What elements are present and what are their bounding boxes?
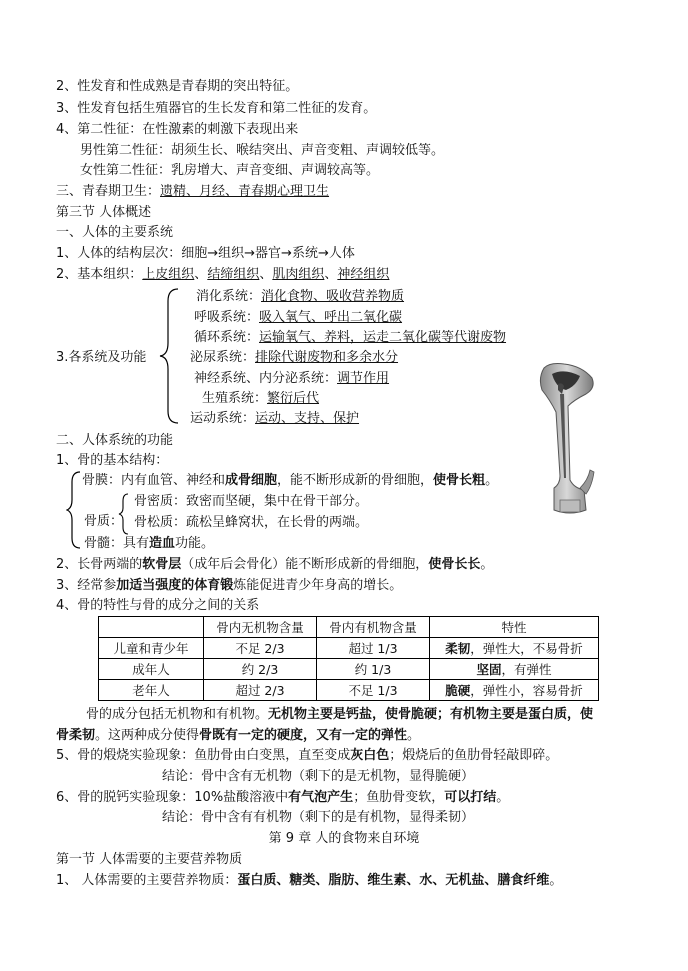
heading: 一、人体的主要系统 [56,225,174,240]
system-row [194,329,506,347]
text-line: 骨密质：致密而坚硬，集中在骨干部分。 [134,494,369,509]
system-name: 呼吸系统： [194,310,260,325]
separator: 、 [194,267,208,282]
bone-composition-table [98,616,599,701]
marrow-text: 骨髓：具有 [84,536,150,551]
table-cell [430,680,599,701]
system-name: 生殖系统： [202,391,268,406]
text-line: 男性第二性征：胡须生长、喉结突出、声音变粗、声调较低等。 [80,143,445,158]
table-row [99,638,599,659]
punct: 。 [549,873,563,888]
text-line: 骨质： [84,514,124,529]
thicken-term: 使骨长粗 [433,473,486,488]
femur-bone-section-illustration [530,360,610,520]
text-line: 骨松质：疏松呈蜂窝状，在长骨的两端。 [134,515,369,530]
system-name: 神经系统、内分泌系统： [194,371,338,386]
exercise-term: 加适当强度的体育锻 [116,578,234,593]
text-line [84,535,214,553]
system-name: 循环系统： [194,330,260,345]
text-line [56,577,402,595]
trait-text: ，弹性小，容易骨折 [470,683,583,698]
text-line [56,183,329,201]
tissue: 肌肉组织 [272,267,325,282]
system-name: 消化系统： [196,289,262,304]
system-function: 调节作用 [337,371,390,386]
table-row [99,659,599,680]
text-line: 3、性发育包括生殖器官的生长发育和第二性征的发育。 [56,101,377,116]
cartilage-text: 2、长骨两端的 [56,557,143,572]
system-name: 泌尿系统： [190,350,256,365]
periosteum-text: ，能不断形成新的骨细胞， [277,473,434,488]
text-line: 结论：骨中含有有机物（剩下的是有机物，显得柔韧） [162,810,475,825]
heading: 二、人体系统的功能 [56,433,174,448]
section-title: 第三节 人体概述 [56,205,152,220]
hematopoiesis-term: 造血 [149,536,176,551]
acid-text: 6、骨的脱钙实验现象：10%盐酸溶液中 [56,790,289,805]
big-brace [158,287,180,425]
acid-term: 有气泡产生 [288,790,354,805]
marrow-text: 功能。 [175,536,215,551]
system-function: 吸入氧气、呼出二氧化碳 [259,310,403,325]
tissue: 神经组织 [337,267,390,282]
cartilage-term: 软骨层 [142,557,182,572]
trait-text: ，弹性大，不易骨折 [470,641,583,656]
lengthen-term: 使骨长长 [428,557,481,572]
system-function: 消化食物、吸收营养物质 [261,289,405,304]
system-name: 运动系统： [190,411,256,426]
bone-structure-brace [66,470,82,550]
trait-text: ，有弹性 [501,662,552,677]
text-line [56,556,493,574]
tissues-label: 2、基本组织： [56,267,143,282]
text-line [56,789,509,807]
system-function: 繁衍后代 [267,391,320,406]
text-line [56,266,389,284]
exercise-text: 3、经常参 [56,578,117,593]
text-line: 4、第二性征：在性激素的刺激下表现出来 [56,122,299,137]
system-function: 运输氧气、养料，运走二氧化碳等代谢废物 [259,330,507,345]
table-cell: 约 1/3 [317,659,430,680]
tissue: 结缔组织 [207,267,260,282]
hygiene-label: 三、青春期卫生： [56,184,161,199]
table-header [99,617,204,638]
text-line: 2、性发育和性成熟是青春期的突出特征。 [56,79,299,94]
punct: 。 [485,473,499,488]
table-cell [430,659,599,680]
cartilage-text: （成年后会骨化）能不断形成新的骨细胞， [181,557,429,572]
separator: 、 [259,267,273,282]
burn-term: 灰白色 [350,748,390,763]
table-cell: 成年人 [99,659,204,680]
table-header: 骨内无机物含量 [204,617,317,638]
text-line: 女性第二性征：乳房增大、声音变细、声调较高等。 [80,163,380,178]
system-row [196,288,404,306]
table-cell: 超过 1/3 [317,638,430,659]
text-line: 1、骨的基本结构： [56,453,169,468]
exercise-text: 炼能促进青少年身高的增长。 [233,578,403,593]
chapter-title: 第 9 章 人的食物来自环境 [268,831,420,846]
periosteum-text: 骨膜：内有血管、神经和 [82,473,226,488]
system-function: 排除代谢废物和多余水分 [255,350,399,365]
text-line: 4、骨的特性与骨的成分之间的关系 [56,598,260,613]
trait-keyword: 柔韧 [445,641,471,656]
separator: 、 [324,267,338,282]
composition-text: 。这两种成分使得 [95,728,200,743]
system-function: 运动、支持、保护 [255,411,360,426]
system-row [190,349,398,367]
table-cell: 约 2/3 [204,659,317,680]
text-line: 结论：骨中含有无机物（剩下的是无机物，显得脆硬） [162,769,475,784]
osteoblast-term: 成骨细胞 [225,473,278,488]
burn-text: 5、骨的煅烧实验现象：鱼肋骨由白变黑，直至变成 [56,748,351,763]
punct: 。 [480,557,494,572]
punct: 。 [496,790,510,805]
table-row [99,680,599,701]
hygiene-value: 遗精、月经、青春期心理卫生 [160,184,330,199]
trait-keyword: 脆硬 [445,683,471,698]
table-cell: 不足 2/3 [204,638,317,659]
system-row [194,309,402,327]
acid-text: ；鱼肋骨变软， [353,790,445,805]
composition-emphasis: 骨柔韧 [56,728,96,743]
text-line [56,727,420,745]
systems-label: 3.各系统及功能 [56,350,147,365]
table-header: 骨内有机物含量 [317,617,430,638]
burn-text: ；煅烧后的鱼肋骨轻敲即碎。 [389,748,559,763]
text-line [86,706,593,724]
table-cell: 超过 2/3 [204,680,317,701]
system-row [202,390,319,408]
table-header-row [99,617,599,638]
table-cell: 不足 1/3 [317,680,430,701]
text-line [56,872,562,890]
nutrients-list: 蛋白质、糖类、脂肪、维生素、水、无机盐、膳食纤维 [237,873,550,888]
text-line: 1、人体的结构层次：细胞→组织→器官→系统→人体 [56,246,355,261]
composition-emphasis: 无机物主要是钙盐，使骨脆硬；有机物主要是蛋白质，使 [268,707,594,722]
table-cell: 儿童和青少年 [99,638,204,659]
table-header: 特性 [430,617,599,638]
composition-text: 骨的成分包括无机物和有机物。 [86,707,269,722]
tissue: 上皮组织 [142,267,195,282]
composition-emphasis: 骨既有一定的硬度，又有一定的弹性 [199,728,408,743]
table-cell [430,638,599,659]
system-row [194,370,389,388]
trait-keyword: 坚固 [476,662,502,677]
system-row [190,410,359,428]
punct: 。 [407,728,421,743]
text-line [56,747,558,765]
acid-term: 可以打结 [444,790,497,805]
table-cell: 老年人 [99,680,204,701]
section-title: 第一节 人体需要的主要营养物质 [56,852,243,867]
text-line [82,472,498,490]
nutrients-label: 1、 人体需要的主要营养物质： [56,873,238,888]
